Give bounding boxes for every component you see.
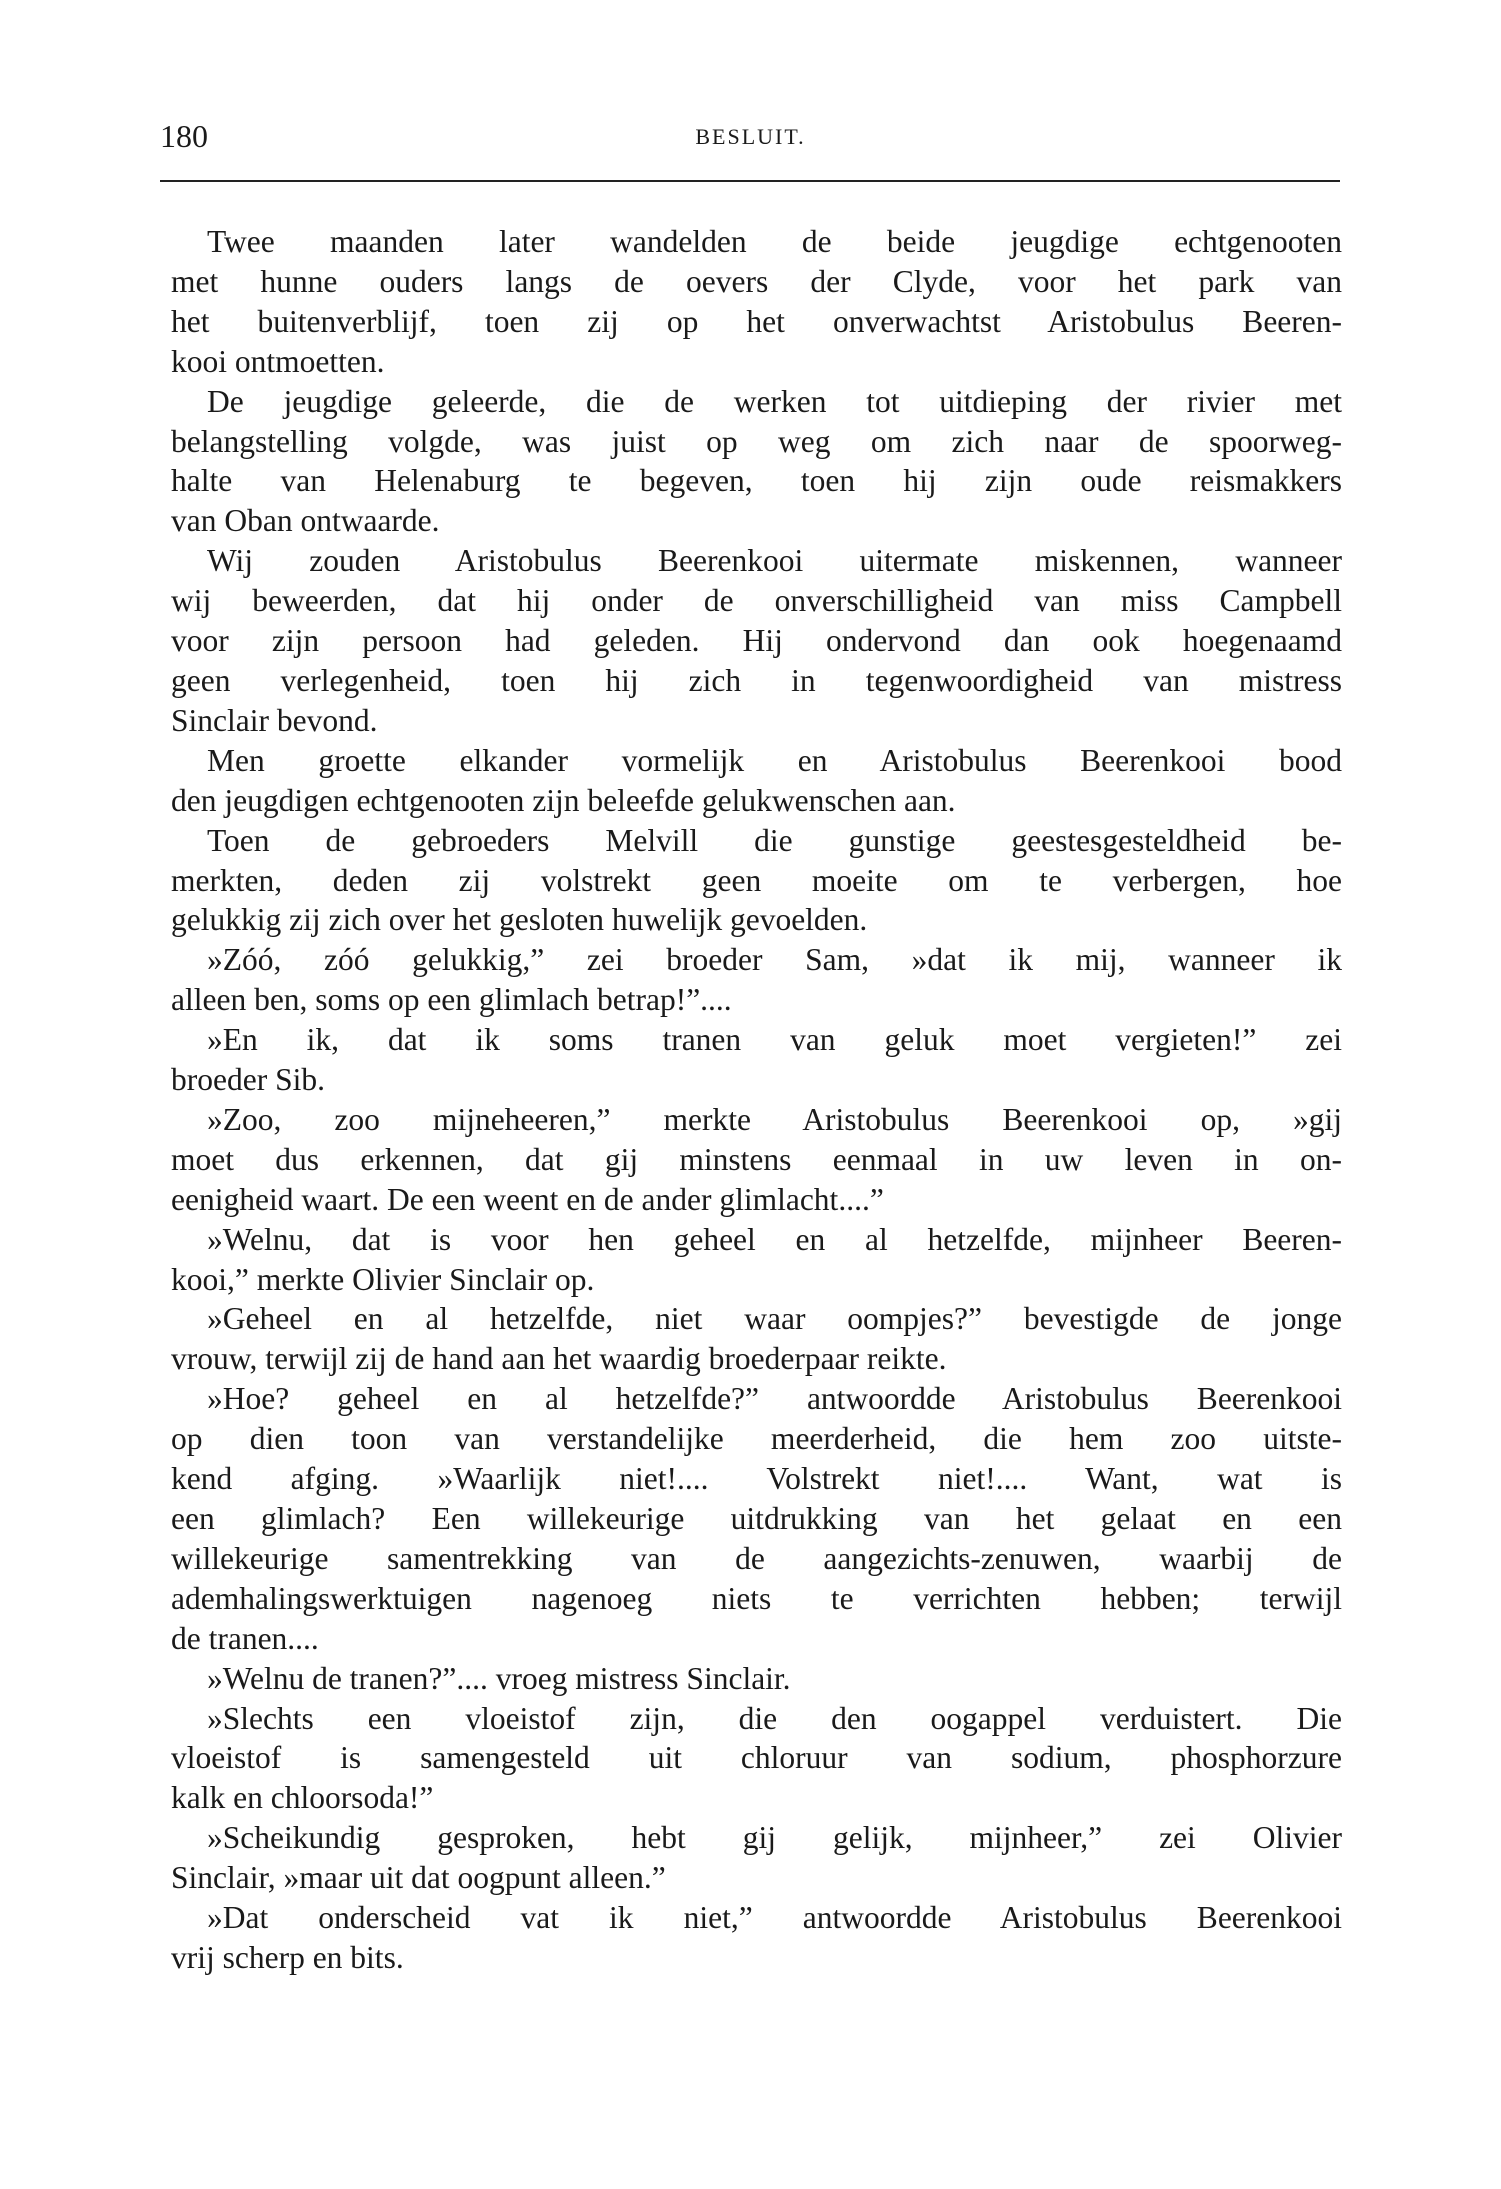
text-line: voor zijn persoon had geleden. Hij ondervond dan ook hoegenaamd xyxy=(171,623,1342,659)
text-line: geen verlegenheid, toen hij zich in tegenwoordigheid van mistress xyxy=(171,662,1342,698)
header-rule xyxy=(160,180,1340,182)
text-line: vrij scherp en bits. xyxy=(171,1939,404,1975)
text-line: Men groette elkander vormelijk en Aristobulus Beerenkooi bood xyxy=(207,742,1342,778)
text-line: Wij zouden Aristobulus Beerenkooi uitermate miskennen, wanneer xyxy=(207,543,1342,579)
text-line: de tranen.... xyxy=(171,1620,319,1656)
paragraph xyxy=(171,1898,1342,1978)
text-line: »Dat onderscheid vat ik niet,” antwoordde Aristobulus Beerenkooi xyxy=(207,1900,1342,1936)
text-line: Sinclair, »maar uit dat oogpunt alleen.” xyxy=(171,1860,666,1896)
text-line: »Slechts een vloeistof zijn, die den oogappel verduistert. Die xyxy=(207,1700,1342,1736)
text-line: met hunne ouders langs de oevers der Clyde, voor het park van xyxy=(171,263,1342,299)
paragraph xyxy=(171,1659,1342,1699)
text-line: den jeugdigen echtgenooten zijn beleefde gelukwenschen aan. xyxy=(171,782,956,818)
text-line: kooi ontmoetten. xyxy=(171,343,385,379)
text-line: »Welnu, dat is voor hen geheel en al hetzelfde, mijnheer Beeren- xyxy=(207,1221,1342,1257)
paragraph xyxy=(171,940,1342,1020)
text-line: eenigheid waart. De een weent en de ander glimlacht....” xyxy=(171,1181,884,1217)
text-line: kend afging. »Waarlijk niet!.... Volstrekt niet!.... Want, wat is xyxy=(171,1461,1342,1497)
text-line: vrouw, terwijl zij de hand aan het waardig broederpaar reikte. xyxy=(171,1341,947,1377)
text-line: »Hoe? geheel en al hetzelfde?” antwoordde Aristobulus Beerenkooi xyxy=(207,1381,1342,1417)
paragraph xyxy=(171,222,1342,382)
paragraph xyxy=(171,1818,1342,1898)
text-line: een glimlach? Een willekeurige uitdrukking van het gelaat en een xyxy=(171,1501,1342,1536)
text-line: »Scheikundig gesproken, hebt gij gelijk, mijnheer,” zei Olivier xyxy=(207,1820,1342,1856)
paragraph xyxy=(171,1299,1342,1379)
text-line: halte van Helenaburg te begeven, toen hij zijn oude reismakkers xyxy=(171,463,1342,499)
text-line: alleen ben, soms op een glimlach betrap!”.... xyxy=(171,982,732,1018)
text-line: gelukkig zij zich over het gesloten huwelijk gevoelden. xyxy=(171,902,868,938)
text-line: moet dus erkennen, dat gij minstens eenmaal in uw leven in on- xyxy=(171,1141,1342,1177)
paragraph xyxy=(171,541,1342,741)
text-line: »Geheel en al hetzelfde, niet waar oompjes?” bevestigde de jonge xyxy=(207,1301,1342,1337)
paragraph xyxy=(171,741,1342,821)
text-line: ademhalingswerktuigen nagenoeg niets te verrichten hebben; terwijl xyxy=(171,1580,1342,1616)
text-line: van Oban ontwaarde. xyxy=(171,503,440,539)
text-line: vloeistof is samengesteld uit chloruur van sodium, phosphorzure xyxy=(171,1740,1342,1776)
paragraph xyxy=(171,1379,1342,1658)
text-line: belangstelling volgde, was juist op weg om zich naar de spoorweg- xyxy=(171,423,1342,459)
text-line: De jeugdige geleerde, die de werken tot uitdieping der rivier met xyxy=(207,383,1342,419)
text-line: Sinclair bevond. xyxy=(171,702,378,738)
page-number: 180 xyxy=(160,118,208,154)
paragraph xyxy=(171,1100,1342,1220)
body-text xyxy=(171,222,1342,1978)
text-line: het buitenverblijf, toen zij op het onverwachtst Aristobulus Beeren- xyxy=(171,303,1342,339)
paragraph xyxy=(171,1220,1342,1300)
text-line: wij beweerden, dat hij onder de onverschilligheid van miss Campbell xyxy=(171,583,1342,619)
text-line: Twee maanden later wandelden de beide jeugdige echtgenooten xyxy=(207,224,1342,259)
text-line: broeder Sib. xyxy=(171,1062,325,1098)
paragraph xyxy=(171,1020,1342,1100)
paragraph xyxy=(171,382,1342,542)
text-line: op dien toon van verstandelijke meerderheid, die hem zoo uitste- xyxy=(171,1421,1342,1457)
text-line: willekeurige samentrekking van de aangezichts-zenuwen, waarbij de xyxy=(171,1540,1342,1576)
paragraph xyxy=(171,1699,1342,1819)
text-line: kalk en chloorsoda!” xyxy=(171,1780,434,1816)
text-line: »Welnu de tranen?”.... vroeg mistress Sinclair. xyxy=(207,1660,791,1696)
text-line: »Zóó, zóó gelukkig,” zei broeder Sam, »dat ik mij, wanneer ik xyxy=(207,942,1342,978)
text-line: »En ik, dat ik soms tranen van geluk moet vergieten!” zei xyxy=(207,1022,1342,1058)
text-line: Toen de gebroeders Melvill die gunstige geestesgesteldheid be- xyxy=(207,822,1342,858)
running-title: BESLUIT. xyxy=(695,124,806,149)
text-line: kooi,” merkte Olivier Sinclair op. xyxy=(171,1261,595,1297)
paragraph xyxy=(171,821,1342,941)
text-line: »Zoo, zoo mijneheeren,” merkte Aristobulus Beerenkooi op, »gij xyxy=(207,1101,1342,1137)
text-line: merkten, deden zij volstrekt geen moeite om te verbergen, hoe xyxy=(171,862,1342,898)
